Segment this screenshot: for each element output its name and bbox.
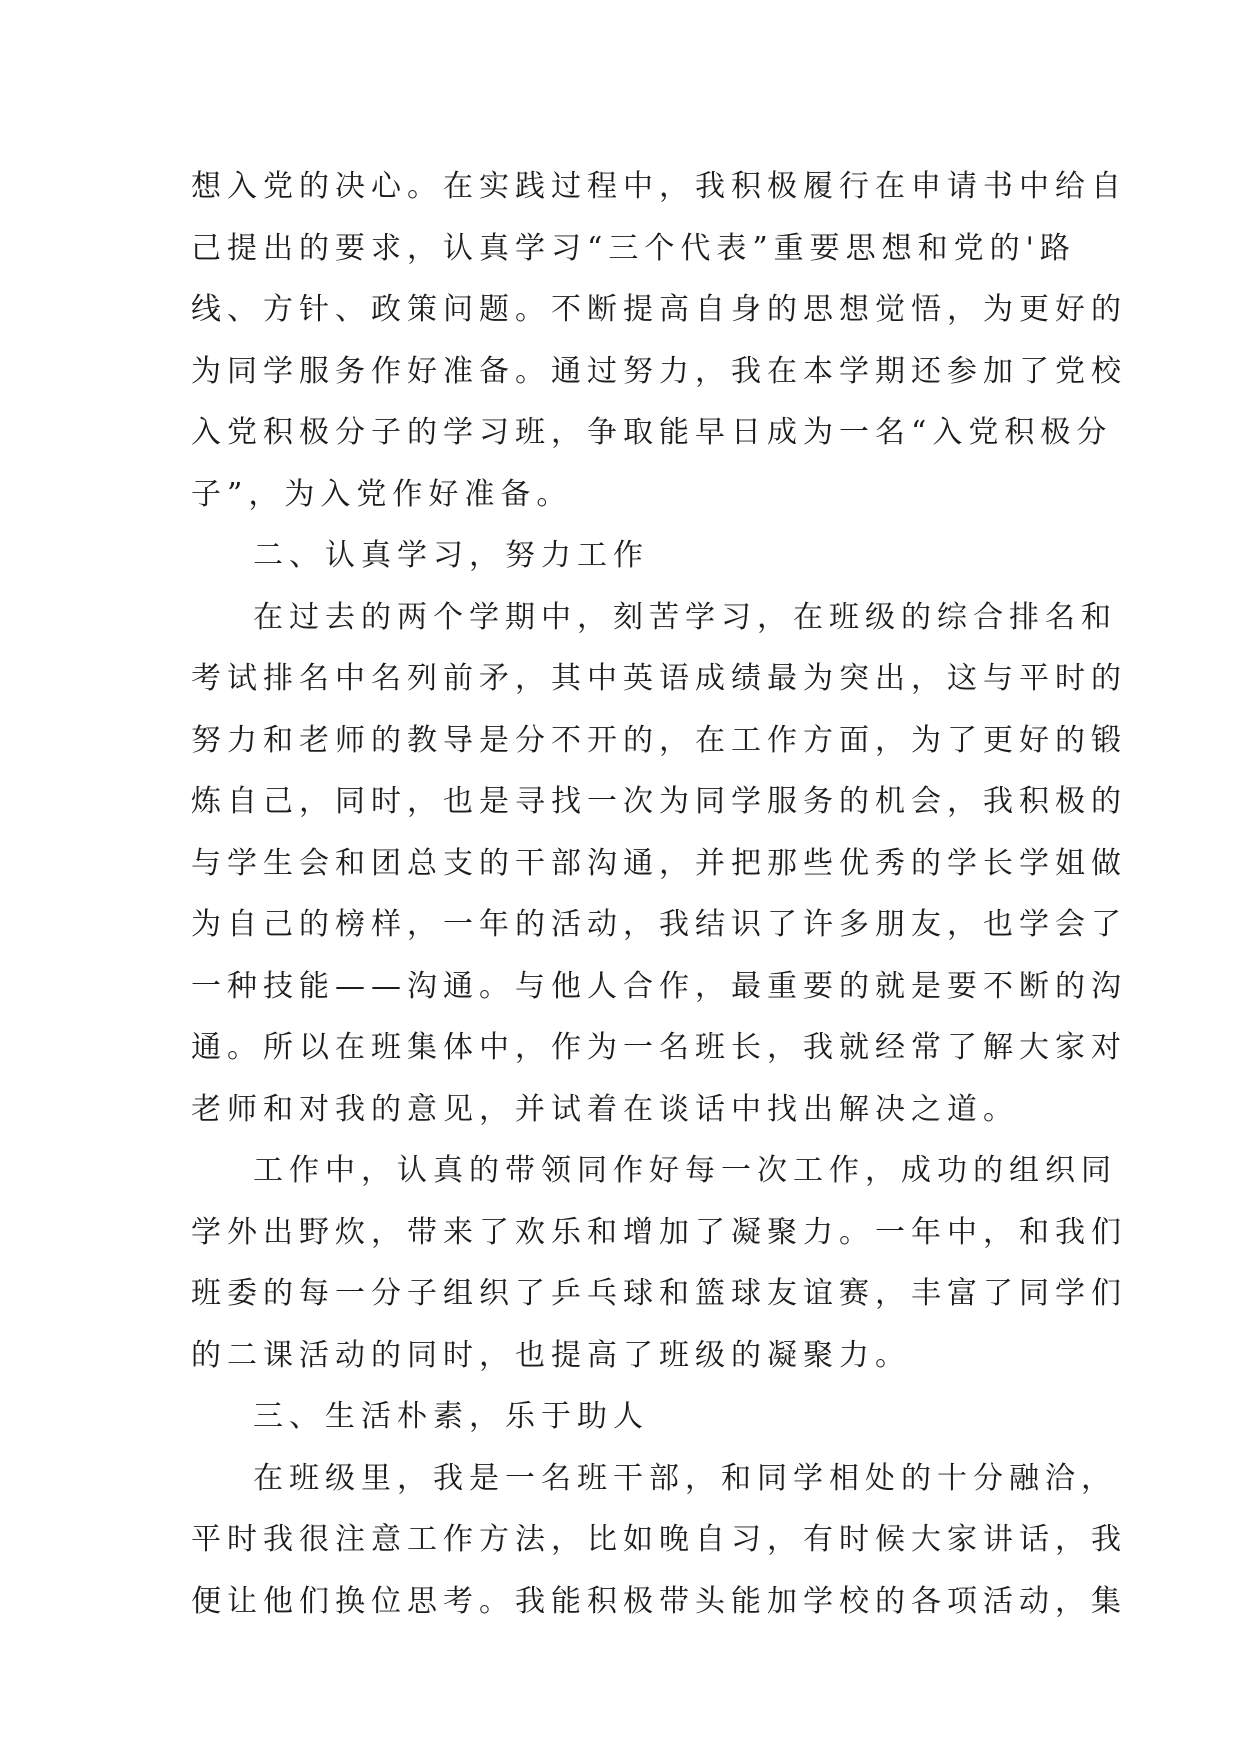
text-line: 学外出野炊，带来了欢乐和增加了凝聚力。一年中，和我们 (191, 1214, 1127, 1250)
text-line: 为自己的榜样，一年的活动，我结识了许多朋友，也学会了 (191, 907, 1127, 942)
text-line: 子”，为入党作好准备。 (191, 476, 573, 512)
text-line: 炼自己，同时，也是寻找一次为同学服务的机会，我积极的 (191, 784, 1127, 819)
document-body (191, 156, 1127, 1632)
text-line: 考试排名中名列前矛，其中英语成绩最为突出，这与平时的 (191, 661, 1127, 696)
paragraph-first-line: 在过去的两个学期中，刻苦学习，在班级的综合排名和 (253, 599, 1117, 635)
text-line: 平时我很注意工作方法，比如晚自习，有时候大家讲话，我 (191, 1522, 1127, 1557)
section-heading: 三、生活朴素，乐于助人 (253, 1399, 649, 1434)
text-line: 想入党的决心。在实践过程中，我积极履行在申请书中给自 (191, 169, 1127, 204)
text-line: 为同学服务作好准备。通过努力，我在本学期还参加了党校 (191, 353, 1127, 389)
paragraph-first-line: 在班级里，我是一名班干部，和同学相处的十分融洽， (253, 1460, 1117, 1496)
text-line: 一种技能——沟通。与他人合作，最重要的就是要不断的沟 (191, 968, 1127, 1004)
text-line: 入党积极分子的学习班，争取能早日成为一名“入党积极分 (191, 415, 1113, 450)
text-line: 己提出的要求，认真学习“三个代表”重要思想和党的'路 (191, 230, 1076, 266)
text-line: 线、方针、政策问题。不断提高自身的思想觉悟，为更好的 (191, 292, 1127, 327)
text-line: 班委的每一分子组织了乒乓球和篮球友谊赛，丰富了同学们 (191, 1276, 1127, 1311)
text-line: 与学生会和团总支的干部沟通，并把那些优秀的学长学姐做 (191, 845, 1127, 881)
text-line: 努力和老师的教导是分不开的，在工作方面，为了更好的锻 (191, 722, 1127, 758)
text-line: 的二课活动的同时，也提高了班级的凝聚力。 (191, 1337, 911, 1373)
text-line: 老师和对我的意见，并试着在谈话中找出解决之道。 (191, 1091, 1019, 1127)
section-heading: 二、认真学习，努力工作 (253, 538, 649, 573)
paragraph-first-line: 工作中，认真的带领同作好每一次工作，成功的组织同 (253, 1153, 1117, 1188)
text-line: 通。所以在班集体中，作为一名班长，我就经常了解大家对 (191, 1030, 1127, 1065)
text-line: 便让他们换位思考。我能积极带头能加学校的各项活动，集 (191, 1583, 1127, 1619)
